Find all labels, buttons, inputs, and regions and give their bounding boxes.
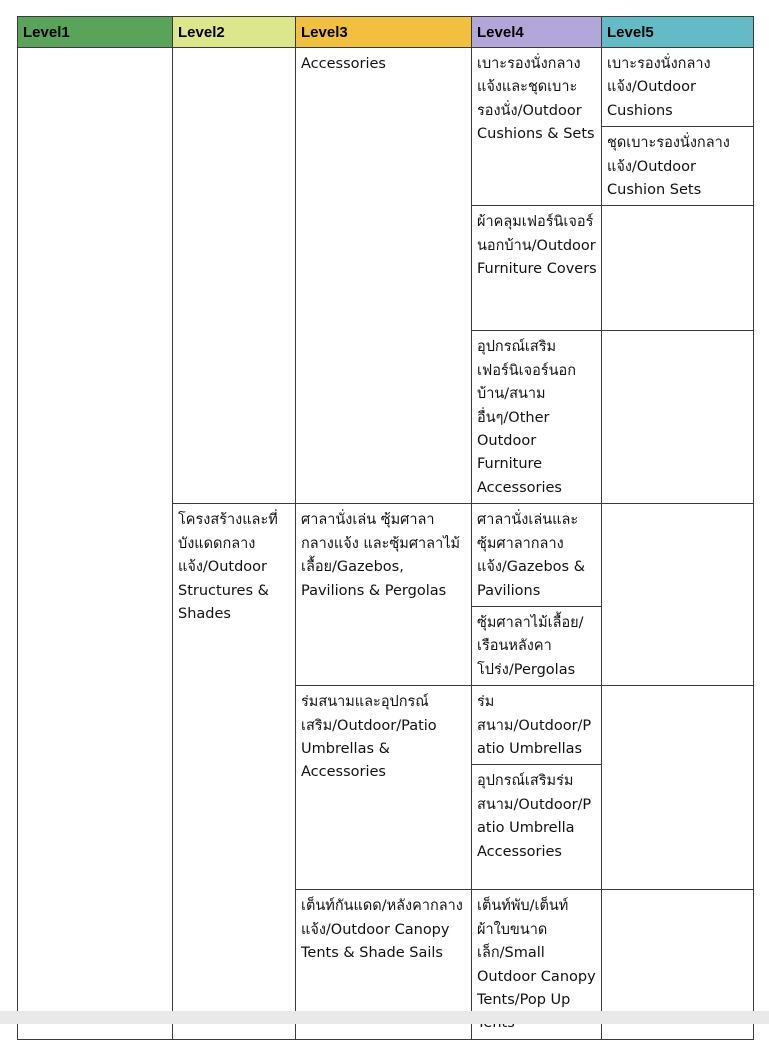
header-level2: Level2 [173,17,296,48]
header-level3: Level3 [296,17,472,48]
table-row [18,48,754,127]
level4-cell-patio-umbrellas: ร่มสนาม/Outdoor/Patio Umbrellas [472,686,602,765]
level2-cell-structures: โครงสร้างและที่บังแดดกลางแจ้ง/Outdoor Structures & Shades [173,504,296,1040]
header-row [18,17,754,48]
level1-cell [18,48,173,1040]
level4-cell-cushions: เบาะรองนั่งกลางแจ้งและชุดเบาะรองนั่ง/Outdoor Cushions & Sets [472,48,602,206]
level5-cell-empty [602,686,754,890]
header-level5: Level5 [602,17,754,48]
level5-cell-cushion-sets: ชุดเบาะรองนั่งกลางแจ้ง/Outdoor Cushion Sets [602,127,754,206]
header-level1: Level1 [18,17,173,48]
level3-cell-canopy: เต็นท์กันแดด/หลังคากลางแจ้ง/Outdoor Canopy Tents & Shade Sails [296,890,472,1039]
window-bottom-bar [0,1011,769,1024]
header-level4: Level4 [472,17,602,48]
level4-cell-other-accessories: อุปกรณ์เสริมเฟอร์นิเจอร์นอกบ้าน/สนามอื่นๆ/Other Outdoor Furniture Accessories [472,331,602,504]
level4-cell-canopy-tents: เต็นท์พับ/เต็นท์ผ้าใบขนาดเล็ก/Small Outdoor Canopy Tents/Pop Up [472,890,602,1039]
level5-cell-empty [602,504,754,686]
category-table [17,16,754,1040]
level2-cell-empty [173,48,296,504]
level5-cell-empty [602,206,754,331]
level3-cell-gazebos: ศาลานั่งเล่น ซุ้มศาลากลางแจ้ง และซุ้มศาลาไม้เลื้อย/Gazebos, Pavilions & Pergolas [296,504,472,686]
level3-cell-accessories: Accessories [296,48,472,504]
category-table-container [17,16,754,1040]
level3-cell-umbrellas: ร่มสนามและอุปกรณ์เสริม/Outdoor/Patio Umbrellas & Accessories [296,686,472,890]
level5-cell-cushions: เบาะรองนั่งกลางแจ้ง/Outdoor Cushions [602,48,754,127]
level4-cell-gazebos-pavilions: ศาลานั่งเล่นและซุ้มศาลากลางแจ้ง/Gazebos & Pavilions [472,504,602,607]
level5-cell-empty [602,331,754,504]
level4-cell-covers: ผ้าคลุมเฟอร์นิเจอร์นอกบ้าน/Outdoor Furniture Covers [472,206,602,331]
level4-cell-umbrella-accessories: อุปกรณ์เสริมร่มสนาม/Outdoor/Patio Umbrella Accessories [472,765,602,890]
level4-cell-pergolas: ซุ้มศาลาไม้เลื้อย/เรือนหลังคาโปร่ง/Pergolas [472,606,602,685]
